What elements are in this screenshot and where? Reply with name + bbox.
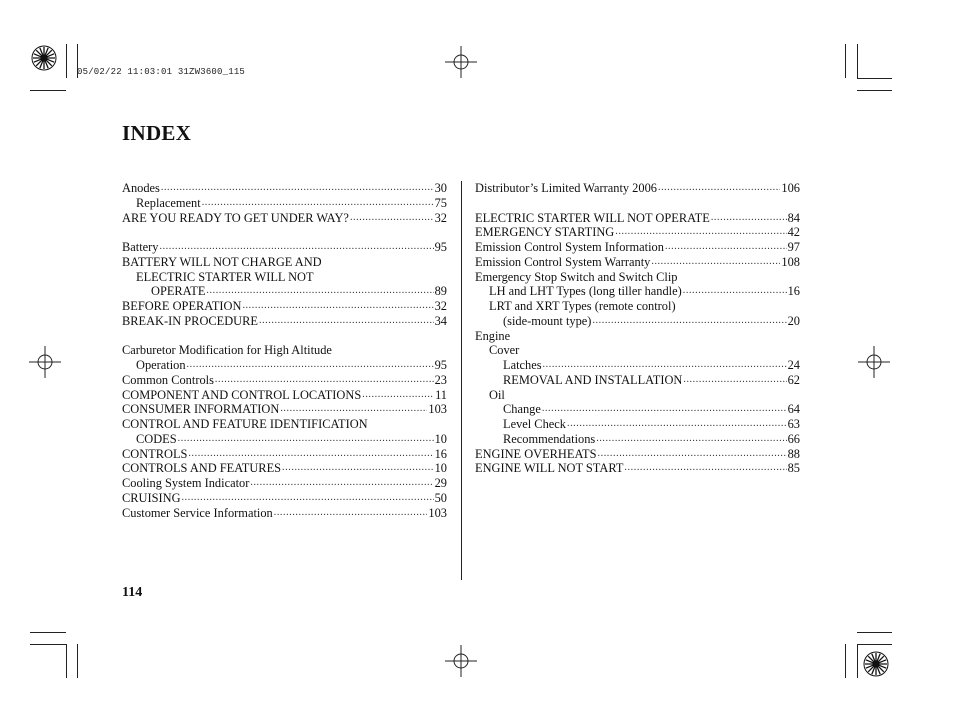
dot-leader [159,240,433,255]
index-entry-label: Distributor’s Limited Warranty 2006 [475,181,657,195]
crosshair-registration-icon [858,346,890,378]
crosshair-registration-icon [29,346,61,378]
dot-leader [624,461,786,476]
dot-leader [362,388,434,403]
index-entry-label: Level Check [503,417,566,431]
index-entry-page: 84 [787,210,800,225]
index-entry-label: BEFORE OPERATION [122,299,242,313]
index-entry [122,388,447,403]
index-entry-page: 32 [434,299,447,313]
index-entry-page: 10 [434,461,447,476]
index-entry [475,211,800,226]
index-entry-page: 50 [434,490,447,505]
index-entry-label: Emission Control System Warranty [475,254,651,269]
index-entry-label: ARE YOU READY TO GET UNDER WAY? [122,210,349,225]
page-title: INDEX [122,121,192,145]
crop-mark [845,644,846,678]
index-entry-page: 32 [434,210,447,225]
crosshair-registration-icon [445,46,477,78]
index-entry-label: LH and LHT Types (long tiller handle) [489,284,682,299]
index-entry-label: COMPONENT AND CONTROL LOCATIONS [122,387,362,402]
index-entry [475,255,800,270]
index-entry-page: 34 [434,313,447,328]
index-entry-page: 66 [787,431,800,446]
dot-leader [598,447,787,462]
crop-mark [857,90,892,91]
index-entry [122,255,447,270]
index-entry [122,491,447,506]
index-entry-label: EMERGENCY STARTING [475,225,615,240]
index-entry [475,314,800,329]
index-entry [122,417,447,432]
index-entry-page: 75 [434,195,447,210]
index-entry-page: 89 [434,284,447,299]
dot-leader [188,447,433,462]
index-entry-page: 10 [434,431,447,446]
dot-leader [259,314,434,329]
index-entry-page: 106 [781,181,800,195]
index-entry [475,225,800,240]
index-entry-label: Anodes [122,181,160,195]
index-entry-label: Common Controls [122,372,214,387]
crop-mark [30,90,66,91]
dot-leader [542,402,787,417]
index-entry-label: Battery [122,240,159,254]
index-entry [122,284,447,299]
index-entry-label: Cooling System Indicator [122,476,250,490]
index-entry [122,211,447,226]
crop-mark [857,632,892,633]
index-entry-label: Change [503,402,541,417]
index-entry [122,373,447,388]
index-entry-label: Oil [489,387,505,402]
index-entry-label: BREAK-IN PROCEDURE [122,313,258,328]
index-entry-label: CODES [136,431,177,446]
index-entry-page: 103 [428,402,447,417]
index-entry [475,417,800,432]
index-entry-label: Emission Control System Information [475,240,664,254]
index-entry-label: Emergency Stop Switch and Switch Clip [475,269,678,284]
dot-leader [658,181,780,196]
index-entry-page: 23 [434,372,447,387]
index-entry-page: 64 [787,402,800,417]
dot-leader [182,491,434,506]
crop-mark [77,644,78,678]
index-entry-page: 95 [434,358,447,372]
dot-leader [615,225,786,240]
print-stamp: 05/02/22 11:03:01 31ZW3600_115 [77,67,246,77]
index-entry-label: Replacement [136,195,201,210]
index-entry-label: OPERATE [151,284,206,299]
index-entry-page: 42 [787,225,800,240]
starburst-registration-icon [863,651,889,677]
index-entry [475,240,800,255]
index-column-left [122,181,447,520]
index-entry-label: ENGINE WILL NOT START [475,461,624,476]
index-entry [122,432,447,447]
index-entry [475,358,800,373]
index-entry-label: (side-mount type) [503,313,592,328]
index-entry-label: Operation [136,358,186,372]
index-entry-page: 30 [434,181,447,195]
dot-leader [178,432,434,447]
index-entry-label: ELECTRIC STARTER WILL NOT OPERATE [475,210,710,225]
index-entry-label: CRUISING [122,490,181,505]
page-number: 114 [122,585,143,600]
index-entry-page: 16 [434,446,447,461]
dot-leader [215,373,434,388]
dot-leader [651,255,780,270]
dot-leader [161,181,434,196]
dot-leader [202,196,434,211]
index-column-right [475,181,800,476]
index-entry [475,402,800,417]
index-entry [475,284,800,299]
dot-leader [711,211,787,226]
dot-leader [187,358,434,373]
starburst-registration-icon [31,45,57,71]
index-entry [475,329,800,344]
index-entry-page: 11 [435,387,447,402]
index-entry [122,196,447,211]
index-entry-page: 16 [787,284,800,299]
index-entry [122,314,447,329]
index-entry [475,270,800,285]
index-entry [122,402,447,417]
dot-leader [206,284,433,299]
crop-mark [857,78,892,79]
dot-leader [280,402,427,417]
index-entry-label: Latches [503,358,542,372]
index-entry-page: 63 [787,417,800,431]
index-entry-label: BATTERY WILL NOT CHARGE AND [122,254,322,269]
dot-leader [596,432,786,447]
index-entry [122,447,447,462]
crop-mark [30,632,66,633]
crop-mark [857,44,858,78]
index-entry-label: Carburetor Modification for High Altitude [122,343,332,358]
crop-mark [857,644,892,645]
index-entry [475,432,800,447]
index-entry-label: CONTROLS [122,446,188,461]
crosshair-registration-icon [445,645,477,677]
index-entry [122,299,447,314]
index-entry-label: Engine [475,328,511,343]
crop-mark [845,44,846,78]
dot-leader [274,506,428,521]
index-entry-page: 24 [787,358,800,372]
index-entry-page: 97 [787,240,800,254]
index-entry-page: 88 [787,446,800,461]
index-entry-page: 20 [787,313,800,328]
dot-leader [282,461,434,476]
index-entry [475,461,800,476]
index-entry-label: CONTROL AND FEATURE IDENTIFICATION [122,417,368,431]
dot-leader [683,284,787,299]
index-entry [475,388,800,403]
dot-leader [665,240,787,255]
index-entry-page: 103 [428,505,447,520]
index-entry-page: 29 [434,476,447,490]
index-entry [122,461,447,476]
index-entry-label: CONSUMER INFORMATION [122,402,280,417]
index-entry [122,358,447,373]
index-entry [122,476,447,491]
index-entry-label: Customer Service Information [122,505,273,520]
dot-leader [250,476,433,491]
index-entry-page: 85 [787,461,800,476]
crop-mark [66,44,67,78]
index-entry-label: CONTROLS AND FEATURES [122,461,282,476]
index-entry-page: 62 [787,372,800,387]
index-entry-label: ENGINE OVERHEATS [475,446,597,461]
index-entry-label: Recommendations [503,431,596,446]
index-entry [122,343,447,358]
dot-leader [592,314,786,329]
index-entry [475,343,800,358]
crop-mark [66,644,67,678]
dot-leader [683,373,786,388]
index-entry [122,181,447,196]
index-entry-label: Cover [489,343,520,358]
index-entry [122,240,447,255]
index-entry-label: REMOVAL AND INSTALLATION [503,372,683,387]
index-entry-page: 108 [781,254,800,269]
dot-leader [350,211,434,226]
crop-mark [857,644,858,678]
index-entry [122,506,447,521]
dot-leader [242,299,433,314]
index-entry [475,299,800,314]
dot-leader [543,358,787,373]
index-entry-label: ELECTRIC STARTER WILL NOT [136,269,314,284]
crop-mark [30,644,66,645]
index-entry-label: LRT and XRT Types (remote control) [489,299,676,313]
index-entry [475,447,800,462]
index-entry [122,270,447,285]
index-entry [475,181,800,196]
column-divider [461,181,462,580]
dot-leader [567,417,787,432]
index-entry-page: 95 [434,240,447,254]
index-entry [475,373,800,388]
